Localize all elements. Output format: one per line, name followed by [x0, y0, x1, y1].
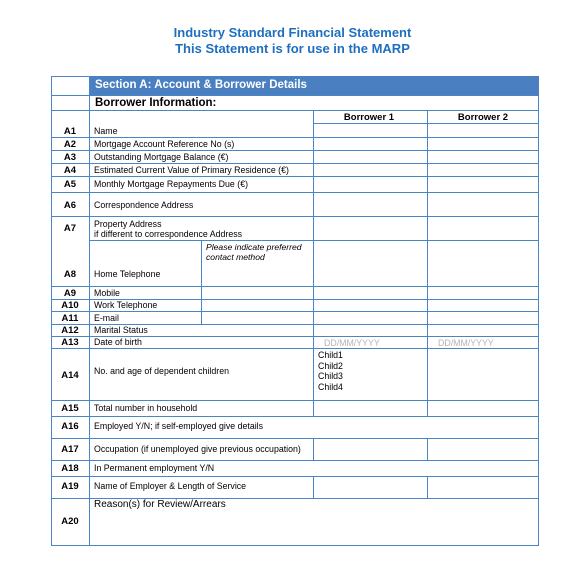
- column-header-borrower2: Borrower 2: [457, 112, 509, 123]
- row-code: A5: [63, 179, 77, 190]
- row-label: Reason(s) for Review/Arrears: [94, 499, 226, 510]
- column-header-borrower1: Borrower 1: [343, 112, 395, 123]
- section-title: Section A: Account & Borrower Details: [95, 79, 307, 91]
- row-code: A1: [63, 126, 77, 137]
- row-label: Name: [94, 126, 118, 136]
- row-code: A18: [61, 463, 79, 474]
- child-label: Child3: [318, 371, 343, 381]
- row-code: A4: [63, 165, 77, 176]
- row-label: Monthly Mortgage Repayments Due (€): [94, 179, 249, 189]
- grid-line: [51, 400, 539, 401]
- grid-line: [51, 311, 539, 312]
- children-list: [318, 350, 343, 392]
- grid-line: [51, 110, 539, 111]
- grid-line: [51, 137, 539, 138]
- document-title-line2: This Statement is for use in the MARP: [175, 41, 410, 56]
- row-label: Estimated Current Value of Primary Residence (€): [94, 165, 289, 175]
- row-code: A15: [61, 403, 79, 414]
- row-code: A6: [63, 200, 77, 211]
- grid-line: [427, 110, 428, 416]
- dob-placeholder-borrower2[interactable]: DD/MM/YYYY: [438, 338, 494, 348]
- document-title-line1: Industry Standard Financial Statement: [173, 25, 412, 40]
- grid-line: [51, 416, 539, 417]
- row-code: A3: [63, 152, 77, 163]
- grid-line: [201, 240, 202, 324]
- row-label: if different to correspondence Address: [94, 229, 243, 239]
- row-code: A2: [63, 139, 77, 150]
- dob-placeholder-borrower1[interactable]: DD/MM/YYYY: [324, 338, 380, 348]
- grid-line: [313, 438, 314, 460]
- row-code: A19: [61, 481, 79, 492]
- row-label: Mobile: [94, 288, 120, 298]
- row-label: Outstanding Mortgage Balance (€): [94, 152, 229, 162]
- row-label: Home Telephone: [94, 269, 161, 279]
- row-label: Occupation (if unemployed give previous occupation): [94, 444, 301, 454]
- grid-line: [51, 348, 539, 349]
- row-label: Mortgage Account Reference No (s): [94, 139, 235, 149]
- grid-line: [89, 76, 90, 546]
- grid-line: [51, 438, 539, 439]
- grid-line: [51, 286, 539, 287]
- grid-line: [51, 150, 539, 151]
- contact-note: Please indicate preferred: [206, 242, 302, 252]
- grid-line: [427, 476, 428, 498]
- row-label: Correspondence Address: [94, 200, 194, 210]
- row-code: A7: [63, 223, 77, 234]
- row-label: In Permanent employment Y/N: [94, 463, 215, 473]
- grid-line: [427, 438, 428, 460]
- grid-line: [313, 123, 539, 124]
- row-label: Employed Y/N; if self-employed give details: [94, 421, 264, 431]
- grid-line: [51, 192, 539, 193]
- row-code: A20: [61, 516, 79, 527]
- row-code: A14: [61, 370, 79, 381]
- row-code: A16: [61, 421, 79, 432]
- row-code: A9: [63, 288, 77, 299]
- grid-line: [89, 240, 539, 241]
- grid-line: [51, 163, 539, 164]
- row-code: A13: [61, 337, 79, 348]
- grid-line: [51, 216, 539, 217]
- row-label: E-mail: [94, 313, 119, 323]
- row-label: Marital Status: [94, 325, 148, 335]
- row-label: Name of Employer & Length of Service: [94, 481, 247, 491]
- row-code: A11: [61, 313, 79, 324]
- grid-line: [51, 95, 539, 96]
- row-code: A8: [63, 269, 77, 280]
- row-label: Property Address: [94, 219, 162, 229]
- grid-line: [313, 110, 314, 416]
- row-label: Work Telephone: [94, 300, 158, 310]
- row-label: No. and age of dependent children: [94, 366, 229, 376]
- grid-line: [51, 460, 539, 461]
- child-label: Child2: [318, 360, 343, 371]
- child-label: Child1: [318, 350, 343, 360]
- row-code: A17: [61, 444, 79, 455]
- grid-line: [51, 176, 539, 177]
- row-label: Total number in household: [94, 403, 198, 413]
- child-label: Child4: [318, 381, 343, 392]
- row-label: Date of birth: [94, 337, 142, 347]
- grid-line: [313, 476, 314, 498]
- contact-note: contact method: [206, 252, 265, 262]
- borrower-info-heading: Borrower Information:: [95, 97, 217, 109]
- row-code: A10: [61, 300, 79, 311]
- row-code: A12: [61, 325, 79, 336]
- grid-line: [51, 476, 539, 477]
